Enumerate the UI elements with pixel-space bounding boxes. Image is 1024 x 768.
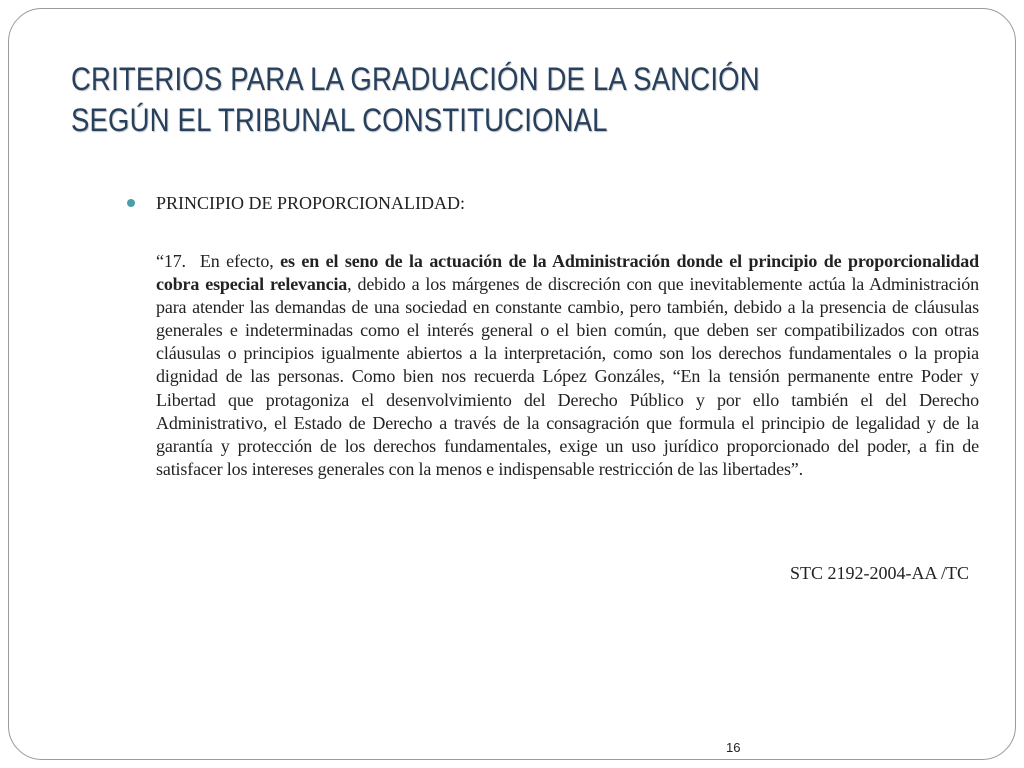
- slide-title: [71, 59, 845, 141]
- quote-paragraph: [156, 250, 979, 481]
- slide: [8, 8, 1016, 760]
- round-bullet-icon: [127, 199, 135, 207]
- title-line-1: CRITERIOS PARA LA GRADUACIÓN DE LA SANCIÓN: [71, 61, 760, 97]
- page-number: 16: [726, 740, 741, 755]
- quote-number: “17.: [156, 251, 186, 271]
- bullet-heading: PRINCIPIO DE PROPORCIONALIDAD:: [156, 193, 466, 213]
- title-line-2: SEGÚN EL TRIBUNAL CONSTITUCIONAL: [71, 102, 608, 138]
- quote-bold-text: es en el seno de la actuación de la Administración donde el principio de proporcionalidad cobra especial relevancia: [156, 251, 979, 295]
- citation: STC 2192-2004-AA /TC: [789, 563, 969, 583]
- quote-rest: , debido a los márgenes de discreción con que inevitablemente actúa la Administración para atender las demandas de una sociedad en constante cambio, pero también, debido a la presencia de cláusulas generales e indeterminadas como el interés general o el bien común, que deben ser compatibilizados con otras cláusulas o principios igualmente abiertos a la interpretación, como son los derechos fundamentales o la propia dignidad de las personas. Como bien nos recuerda López Gonzáles, “En la tensión permanente entre Poder y Libertad que protagoniza el desenvolvimiento del Derecho Público y por ello también el del Derecho Administrativo, el Estado de Derecho a través de la consagración que formula el principio de legalidad y de la garantía y protección de los derechos fundamentales, exige un uso jurídico proporcionado del poder, a fin de satisfacer los intereses generales con la menos e indispensable restricción de las libertades”.: [156, 274, 980, 479]
- quote-intro: En efecto,: [199, 251, 281, 271]
